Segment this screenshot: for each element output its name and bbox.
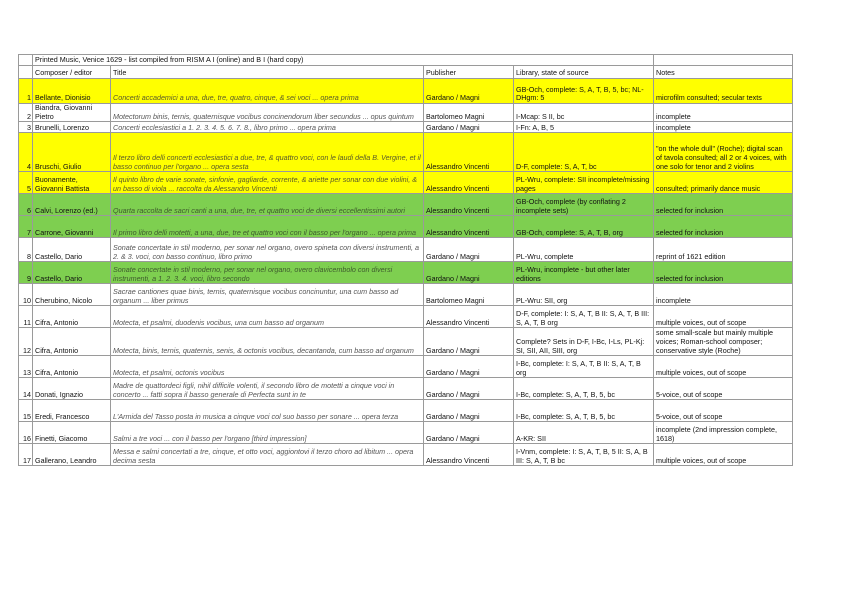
table-row <box>19 172 793 194</box>
publisher-cell[interactable]: Gardano / Magni <box>424 328 514 356</box>
notes-cell[interactable]: incomplete <box>654 122 793 133</box>
library-cell[interactable]: PL-Wru, complete <box>514 238 654 262</box>
table-row <box>19 306 793 328</box>
publisher-cell[interactable]: Gardano / Magni <box>424 262 514 284</box>
row-number[interactable]: 10 <box>19 284 33 306</box>
title-row <box>19 55 793 66</box>
notes-cell[interactable]: 5-voice, out of scope <box>654 400 793 422</box>
publisher-cell[interactable]: Gardano / Magni <box>424 356 514 378</box>
row-number[interactable]: 6 <box>19 194 33 216</box>
composer-cell[interactable]: Castello, Dario <box>33 238 111 262</box>
composer-cell[interactable]: Biandra, Giovanni Pietro <box>33 104 111 122</box>
composer-cell[interactable]: Bruschi, Giulio <box>33 133 111 172</box>
table-row <box>19 262 793 284</box>
title-cell[interactable]: Sacrae cantiones quae binis, ternis, quaternisque vocibus concinuntur, una cum basso ad organum ... liber primus <box>111 284 424 306</box>
table-row <box>19 216 793 238</box>
row-number[interactable]: 9 <box>19 262 33 284</box>
library-cell[interactable]: I-Mcap: S II, bc <box>514 104 654 122</box>
composer-cell[interactable]: Calvi, Lorenzo (ed.) <box>33 194 111 216</box>
library-cell[interactable]: I-Vnm, complete: I: S, A, T, B, 5 II: S, A, B III: S, A, T, B bc <box>514 444 654 466</box>
table-row <box>19 356 793 378</box>
notes-cell[interactable]: "on the whole dull" (Roche); digital scan of tavola consulted; all 2 or 4 voices, with one solo for tenor and 2 violins <box>654 133 793 172</box>
library-cell[interactable]: PL-Wru, complete: SII incomplete/missing pages <box>514 172 654 194</box>
notes-cell[interactable]: multiple voices, out of scope <box>654 306 793 328</box>
row-number[interactable]: 12 <box>19 328 33 356</box>
title-cell[interactable]: Messa e salmi concertati a tre, cinque, et otto voci, aggiontovi il terzo choro ad libitum ... opera decima sesta <box>111 444 424 466</box>
row-number[interactable]: 1 <box>19 79 33 104</box>
title-cell[interactable]: Sonate concertate in stil moderno, per sonar nel organo, overo spineta con diversi instrumenti, a 2. & 3. voci, con basso continuo, libro primo <box>111 238 424 262</box>
library-cell[interactable]: GB-Och, complete (by conflating 2 incomplete sets) <box>514 194 654 216</box>
empty-cell[interactable] <box>654 55 793 66</box>
title-cell[interactable]: Motecta, binis, ternis, quaternis, senis, & octonis vocibus, decantanda, cum basso ad organum <box>111 328 424 356</box>
title-cell[interactable]: Motecta, et psalmi, duodenis vocibus, una cum basso ad organum <box>111 306 424 328</box>
row-number[interactable]: 2 <box>19 104 33 122</box>
sheet-title[interactable]: Printed Music, Venice 1629 - list compiled from RISM A I (online) and B I (hard copy) <box>33 55 654 66</box>
notes-cell[interactable]: 5-voice, out of scope <box>654 378 793 400</box>
library-cell[interactable]: D-F, complete: S, A, T, bc <box>514 133 654 172</box>
row-number[interactable]: 15 <box>19 400 33 422</box>
row-number-cell[interactable] <box>19 66 33 79</box>
publisher-cell[interactable]: Alessandro Vincenti <box>424 194 514 216</box>
header-row <box>19 66 793 79</box>
library-cell[interactable]: I-Bc, complete: I: S, A, T, B II: S, A, T, B org <box>514 356 654 378</box>
header-library[interactable]: Library, state of source <box>514 66 654 79</box>
table-row <box>19 194 793 216</box>
header-notes[interactable]: Notes <box>654 66 793 79</box>
publisher-cell[interactable]: Gardano / Magni <box>424 422 514 444</box>
table-row <box>19 400 793 422</box>
composer-cell[interactable]: Gallerano, Leandro <box>33 444 111 466</box>
title-cell[interactable]: Concerti accademici a una, due, tre, quatro, cinque, & sei voci ... opera prima <box>111 79 424 104</box>
table-row <box>19 378 793 400</box>
table-row <box>19 422 793 444</box>
publisher-cell[interactable]: Gardano / Magni <box>424 79 514 104</box>
notes-cell[interactable]: selected for inclusion <box>654 216 793 238</box>
title-cell[interactable]: Motecta, et psalmi, octonis vocibus <box>111 356 424 378</box>
table-row <box>19 104 793 122</box>
library-cell[interactable]: GB-Och, complete: S, A, T, B, 5, bc; NL-DHgm: 5 <box>514 79 654 104</box>
table-row <box>19 444 793 466</box>
notes-cell[interactable]: multiple voices, out of scope <box>654 444 793 466</box>
publisher-cell[interactable]: Gardano / Magni <box>424 400 514 422</box>
library-cell[interactable]: I-Fn: A, B, 5 <box>514 122 654 133</box>
publisher-cell[interactable]: Alessandro Vincenti <box>424 306 514 328</box>
notes-cell[interactable]: selected for inclusion <box>654 194 793 216</box>
composer-cell[interactable]: Cherubino, Nicolo <box>33 284 111 306</box>
notes-cell[interactable]: incomplete <box>654 284 793 306</box>
row-number[interactable]: 17 <box>19 444 33 466</box>
composer-cell[interactable]: Eredi, Francesco <box>33 400 111 422</box>
notes-cell[interactable]: consulted; primarily dance music <box>654 172 793 194</box>
publisher-cell[interactable]: Alessandro Vincenti <box>424 133 514 172</box>
header-publisher[interactable]: Publisher <box>424 66 514 79</box>
table-row <box>19 122 793 133</box>
publisher-cell[interactable]: Gardano / Magni <box>424 238 514 262</box>
title-cell[interactable]: Salmi a tre voci ... con il basso per l'organo [third impression] <box>111 422 424 444</box>
table-row <box>19 328 793 356</box>
table-row <box>19 79 793 104</box>
row-number[interactable]: 7 <box>19 216 33 238</box>
library-cell[interactable]: D-F, complete: I: S, A, T, B II: S, A, T, B III: S, A, T, B org <box>514 306 654 328</box>
composer-cell[interactable]: Castello, Dario <box>33 262 111 284</box>
table-row <box>19 238 793 262</box>
table-row <box>19 133 793 172</box>
notes-cell[interactable]: some small-scale but mainly multiple voices; Roman-school composer; conservative style (Roche) <box>654 328 793 356</box>
publisher-cell[interactable]: Gardano / Magni <box>424 378 514 400</box>
composer-cell[interactable]: Brunelli, Lorenzo <box>33 122 111 133</box>
title-cell[interactable]: Concerti ecclesiastici a 1. 2. 3. 4. 5. 6. 7. 8., libro primo ... opera prima <box>111 122 424 133</box>
title-cell[interactable]: Il terzo libro delli concerti ecclesiastici a due, tre, & quattro voci, con le laudi della B. Vergine, et il basso continuo per l'organo ... opera sesta <box>111 133 424 172</box>
title-cell[interactable]: Madre de quattordeci figli, nihil difficile volenti, il secondo libro de motetti a cinque voci in concerto ... fatti sopra il basso generale di Perfecta sunt in te <box>111 378 424 400</box>
library-cell[interactable]: Complete? Sets in D-F, I-Bc, I-Ls, PL-Kj: SI, SII, AII, SIII, org <box>514 328 654 356</box>
composer-cell[interactable]: Buonamente, Giovanni Battista <box>33 172 111 194</box>
title-cell[interactable]: Sonate concertate in stil moderno, per sonar nel organo, overo clavicembolo con diversi instrumenti, a 1. 2. 3. 4. voci, libro secondo <box>111 262 424 284</box>
composer-cell[interactable]: Bellante, Dionisio <box>33 79 111 104</box>
title-cell[interactable]: Motectorum binis, ternis, quaternisque vocibus concinendorum liber secundus ... opus quintum <box>111 104 424 122</box>
title-cell[interactable]: Il quinto libro de varie sonate, sinfonie, gagliarde, corrente, & ariette per sonar con due violini, & un basso di viola ... raccolta da Alessandro Vincenti <box>111 172 424 194</box>
header-composer[interactable]: Composer / editor <box>33 66 111 79</box>
composer-cell[interactable]: Carrone, Giovanni <box>33 216 111 238</box>
library-cell[interactable]: PL-Wru, incomplete - but other later editions <box>514 262 654 284</box>
publisher-cell[interactable]: Alessandro Vincenti <box>424 444 514 466</box>
row-number[interactable]: 13 <box>19 356 33 378</box>
spreadsheet-table <box>18 54 793 466</box>
publisher-cell[interactable]: Bartolomeo Magni <box>424 104 514 122</box>
composer-cell[interactable]: Cifra, Antonio <box>33 356 111 378</box>
library-cell[interactable]: GB-Och, complete: S, A, T, B, org <box>514 216 654 238</box>
publisher-cell[interactable]: Bartolomeo Magni <box>424 284 514 306</box>
row-number-cell[interactable] <box>19 55 33 66</box>
composer-cell[interactable]: Donati, Ignazio <box>33 378 111 400</box>
publisher-cell[interactable]: Alessandro Vincenti <box>424 216 514 238</box>
publisher-cell[interactable]: Gardano / Magni <box>424 122 514 133</box>
header-title[interactable]: Title <box>111 66 424 79</box>
row-number[interactable]: 11 <box>19 306 33 328</box>
title-cell[interactable]: Il primo libro delli motetti, a una, due, tre et quattro voci con il basso per l'organo ... opera prima <box>111 216 424 238</box>
notes-cell[interactable]: reprint of 1621 edition <box>654 238 793 262</box>
publisher-cell[interactable]: Alessandro Vincenti <box>424 172 514 194</box>
library-cell[interactable]: PL-Wru: SII, org <box>514 284 654 306</box>
row-number[interactable]: 4 <box>19 133 33 172</box>
row-number[interactable]: 14 <box>19 378 33 400</box>
notes-cell[interactable]: multiple voices, out of scope <box>654 356 793 378</box>
row-number[interactable]: 8 <box>19 238 33 262</box>
title-cell[interactable]: L'Armida del Tasso posta in musica a cinque voci col suo basso per sonare ... opera terza <box>111 400 424 422</box>
notes-cell[interactable]: incomplete <box>654 104 793 122</box>
library-cell[interactable]: A-KR: SII <box>514 422 654 444</box>
composer-cell[interactable]: Finetti, Giacomo <box>33 422 111 444</box>
row-number[interactable]: 16 <box>19 422 33 444</box>
row-number[interactable]: 5 <box>19 172 33 194</box>
title-cell[interactable]: Quarta raccolta de sacri canti a una, due, tre, et quattro voci de diversi eccellentissimi autori <box>111 194 424 216</box>
row-number[interactable]: 3 <box>19 122 33 133</box>
library-cell[interactable]: I-Bc, complete: S, A, T, B, 5, bc <box>514 378 654 400</box>
table-row <box>19 284 793 306</box>
composer-cell[interactable]: Cifra, Antonio <box>33 306 111 328</box>
notes-cell[interactable]: selected for inclusion <box>654 262 793 284</box>
notes-cell[interactable]: microfilm consulted; secular texts <box>654 79 793 104</box>
library-cell[interactable]: I-Bc, complete: S, A, T, B, 5, bc <box>514 400 654 422</box>
composer-cell[interactable]: Cifra, Antonio <box>33 328 111 356</box>
notes-cell[interactable]: incomplete (2nd impression complete, 1618) <box>654 422 793 444</box>
